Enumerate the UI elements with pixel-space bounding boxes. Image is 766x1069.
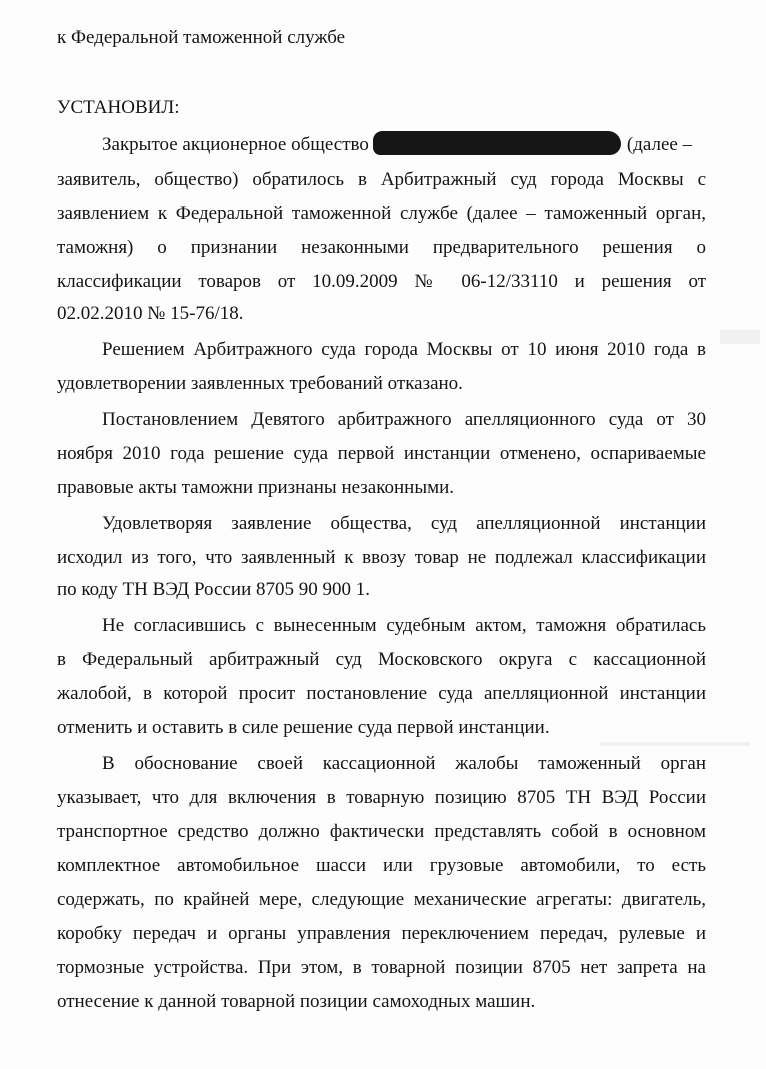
paragraph-6-line-3: транспортное средство должно фактически представлять собой в основном — [57, 821, 706, 842]
scan-artifact — [720, 330, 760, 344]
paragraph-6-line-2: указывает, что для включения в товарную позицию 8705 ТН ВЭД России — [57, 787, 706, 808]
paragraph-6-line-4: комплектное автомобильное шасси или грузовые автомобили, то есть — [57, 855, 706, 876]
paragraph-1-line-5: классификации товаров от 10.09.2009 № 06-12/33110 и решения от — [57, 271, 706, 292]
paragraph-1-line-1 — [102, 131, 706, 155]
paragraph-3-line-2: ноября 2010 года решение суда первой инстанции отменено, оспариваемые — [57, 443, 706, 464]
scan-artifact — [600, 742, 750, 746]
paragraph-5-line-1: Не согласившись с вынесенным судебным актом, таможня обратилась — [102, 615, 706, 636]
paragraph-1-line-1-start: Закрытое акционерное общество — [102, 134, 369, 155]
paragraph-3-line-3: правовые акты таможни признаны незаконными. — [57, 477, 455, 498]
paragraph-6-line-5: содержать, по крайней мере, следующие механические агрегаты: двигатель, — [57, 889, 706, 910]
document-heading: УСТАНОВИЛ: — [57, 97, 180, 118]
paragraph-1-line-4: таможня) о признании незаконными предварительного решения о — [57, 237, 706, 258]
paragraph-4-line-3: по коду ТН ВЭД России 8705 90 900 1. — [57, 579, 370, 600]
redaction-mark — [373, 131, 621, 155]
paragraph-5-line-4: отменить и оставить в силе решение суда первой инстанции. — [57, 717, 550, 738]
paragraph-5-line-3: жалобой, в которой просит постановление суда апелляционной инстанции — [57, 683, 706, 704]
paragraph-4-line-2: исходил из того, что заявленный к ввозу товар не подлежал классификации — [57, 547, 706, 568]
paragraph-6-line-1: В обоснование своей кассационной жалобы таможенный орган — [102, 753, 706, 774]
paragraph-4-line-1: Удовлетворяя заявление общества, суд апелляционной инстанции — [102, 513, 706, 534]
paragraph-1-line-3: заявлением к Федеральной таможенной службе (далее – таможенный орган, — [57, 203, 706, 224]
paragraph-1-line-2: заявитель, общество) обратилось в Арбитражный суд города Москвы с — [57, 169, 706, 190]
paragraph-1-line-1-end: (далее – — [626, 134, 693, 155]
paragraph-2-line-1: Решением Арбитражного суда города Москвы от 10 июня 2010 года в — [102, 339, 706, 360]
paragraph-5-line-2: в Федеральный арбитражный суд Московского округа с кассационной — [57, 649, 706, 670]
paragraph-6-line-6: коробку передач и органы управления переключением передач, рулевые и — [57, 923, 706, 944]
paragraph-1-line-6: 02.02.2010 № 15-76/18. — [57, 303, 244, 324]
document-header: к Федеральной таможенной службе — [57, 27, 346, 48]
paragraph-3-line-1: Постановлением Девятого арбитражного апелляционного суда от 30 — [102, 409, 706, 430]
paragraph-6-line-7: тормозные устройства. При этом, в товарной позиции 8705 нет запрета на — [57, 957, 706, 978]
paragraph-6-line-8: отнесение к данной товарной позиции самоходных машин. — [57, 991, 536, 1012]
paragraph-2-line-2: удовлетворении заявленных требований отказано. — [57, 373, 463, 394]
